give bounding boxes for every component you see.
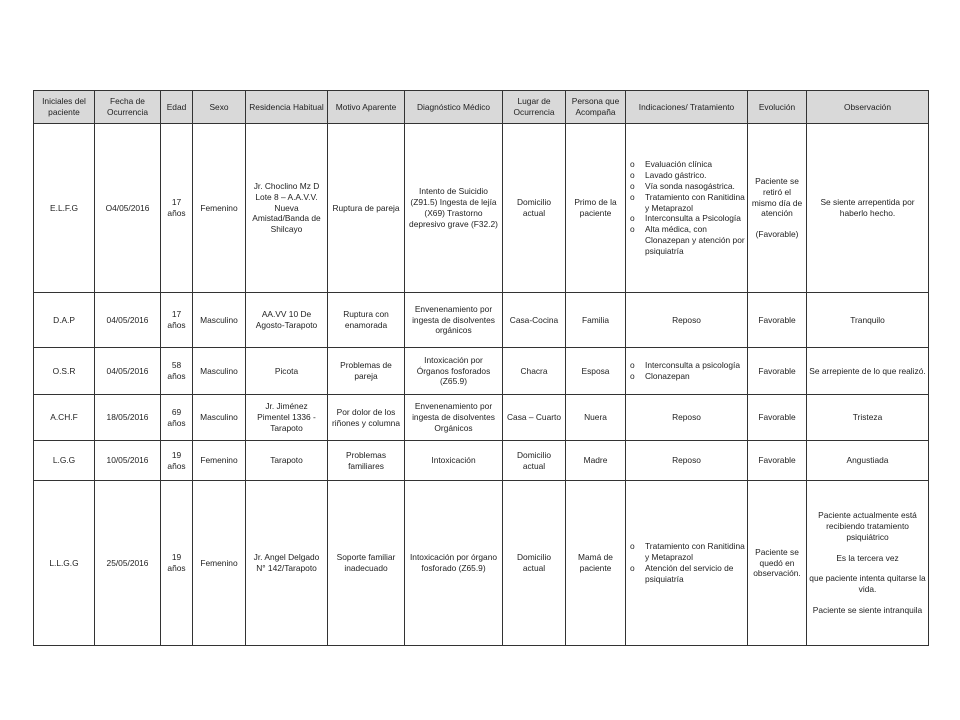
cell-fecha: 10/05/2016: [95, 441, 161, 481]
cell-motivo: Soporte familiar inadecuado: [328, 481, 405, 646]
cell-evolucion: Paciente se quedó en observación.: [748, 481, 807, 646]
header-sexo: Sexo: [193, 91, 246, 124]
cell-lugar: Casa-Cocina: [503, 293, 566, 348]
cell-diagnostico: Intoxicación por órgano fosforado (Z65.9): [405, 481, 503, 646]
cell-lugar: Domicilio actual: [503, 481, 566, 646]
table-row: [34, 348, 929, 395]
header-observacion: Observación: [807, 91, 929, 124]
header-iniciales: Iniciales del paciente: [34, 91, 95, 124]
evolution-status: (Favorable): [755, 229, 799, 240]
cell-lugar: Domicilio actual: [503, 441, 566, 481]
treatment-item: o Evaluación clínica: [628, 159, 745, 170]
header-row: [34, 91, 929, 124]
cell-persona: Nuera: [566, 395, 626, 441]
cell-sexo: Masculino: [193, 395, 246, 441]
cell-residencia: AA.VV 10 De Agosto-Tarapoto: [246, 293, 328, 348]
cell-sexo: Femenino: [193, 481, 246, 646]
observation-line: que paciente intenta quitarse la vida.: [809, 573, 926, 595]
cell-evolucion: Favorable: [748, 395, 807, 441]
cell-tratamiento: Reposo: [626, 441, 748, 481]
header-tratamiento: Indicaciones/ Tratamiento: [626, 91, 748, 124]
table-row: [34, 441, 929, 481]
header-diagnostico: Diagnóstico Médico: [405, 91, 503, 124]
cell-observacion: [807, 481, 929, 646]
patient-records-table: [33, 90, 929, 646]
header-lugar: Lugar de Ocurrencia: [503, 91, 566, 124]
cell-observacion: Tristeza: [807, 395, 929, 441]
cell-iniciales: O.S.R: [34, 348, 95, 395]
table-row: [34, 481, 929, 646]
cell-edad: 69 años: [161, 395, 193, 441]
cell-edad: 17 años: [161, 124, 193, 293]
cell-persona: Esposa: [566, 348, 626, 395]
cell-observacion: Se arrepiente de lo que realizó.: [807, 348, 929, 395]
cell-evolucion: Favorable: [748, 441, 807, 481]
cell-motivo: Ruptura con enamorada: [328, 293, 405, 348]
cell-sexo: Femenino: [193, 441, 246, 481]
cell-residencia: Picota: [246, 348, 328, 395]
cell-sexo: Femenino: [193, 124, 246, 293]
treatment-item: o Interconsulta a Psicología: [628, 213, 745, 224]
observation-line: Es la tercera vez: [836, 552, 899, 563]
cell-diagnostico: Intoxicación por Órganos fosforados (Z65.9): [405, 348, 503, 395]
cell-residencia: Jr. Jiménez Pimentel 1336 - Tarapoto: [246, 395, 328, 441]
header-edad: Edad: [161, 91, 193, 124]
cell-persona: Familia: [566, 293, 626, 348]
table-row: [34, 395, 929, 441]
cell-iniciales: D.A.P: [34, 293, 95, 348]
table-row: [34, 124, 929, 293]
cell-fecha: 25/05/2016: [95, 481, 161, 646]
cell-tratamiento: [626, 124, 748, 293]
cell-fecha: O4/05/2016: [95, 124, 161, 293]
treatment-item: o Alta médica, con Clonazepan y atención por psiquiatría: [628, 224, 745, 257]
cell-edad: 17 años: [161, 293, 193, 348]
cell-edad: 58 años: [161, 348, 193, 395]
cell-motivo: Problemas familiares: [328, 441, 405, 481]
cell-diagnostico: Intento de Suicidio (Z91.5) Ingesta de lejía (X69) Trastorno depresivo grave (F32.2): [405, 124, 503, 293]
treatment-item: o Tratamiento con Ranitidina y Metaprazol: [628, 192, 745, 214]
evolution-text: Paciente se retiró el mismo día de atención: [751, 175, 803, 219]
cell-observacion: Angustiada: [807, 441, 929, 481]
observation-line: Paciente se siente intranquila: [812, 605, 923, 616]
cell-observacion: Se siente arrepentida por haberlo hecho.: [807, 124, 929, 293]
cell-persona: Madre: [566, 441, 626, 481]
header-residencia: Residencia Habitual: [246, 91, 328, 124]
cell-residencia: Jr. Choclino Mz D Lote 8 – A.A.V.V. Nueva Amistad/Banda de Shilcayo: [246, 124, 328, 293]
cell-diagnostico: Intoxicación: [405, 441, 503, 481]
cell-iniciales: E.L.F.G: [34, 124, 95, 293]
cell-tratamiento: Reposo: [626, 293, 748, 348]
cell-residencia: Jr. Angel Delgado N° 142/Tarapoto: [246, 481, 328, 646]
cell-motivo: Por dolor de los riñones y columna: [328, 395, 405, 441]
cell-iniciales: A.CH.F: [34, 395, 95, 441]
cell-motivo: Problemas de pareja: [328, 348, 405, 395]
cell-observacion: Tranquilo: [807, 293, 929, 348]
header-persona: Persona que Acompaña: [566, 91, 626, 124]
cell-tratamiento: [626, 481, 748, 646]
cell-diagnostico: Envenenamiento por ingesta de disolventes orgánicos: [405, 293, 503, 348]
cell-persona: Primo de la paciente: [566, 124, 626, 293]
cell-sexo: Masculino: [193, 348, 246, 395]
cell-edad: 19 años: [161, 481, 193, 646]
treatment-item: o Vía sonda nasogástrica.: [628, 181, 745, 192]
cell-evolucion: Favorable: [748, 348, 807, 395]
treatment-list: [628, 360, 745, 382]
cell-fecha: 18/05/2016: [95, 395, 161, 441]
treatment-item: o Interconsulta a psicología: [628, 360, 745, 371]
treatment-item: o Clonazepan: [628, 371, 745, 382]
table-row: [34, 293, 929, 348]
cell-iniciales: L.G.G: [34, 441, 95, 481]
cell-residencia: Tarapoto: [246, 441, 328, 481]
cell-evolucion: [748, 124, 807, 293]
cell-lugar: Domicilio actual: [503, 124, 566, 293]
header-evolucion: Evolución: [748, 91, 807, 124]
treatment-item: o Atención del servicio de psiquiatría: [628, 563, 745, 585]
cell-fecha: 04/05/2016: [95, 348, 161, 395]
header-motivo: Motivo Aparente: [328, 91, 405, 124]
treatment-list: [628, 159, 745, 257]
cell-tratamiento: [626, 348, 748, 395]
header-fecha: Fecha de Ocurrencia: [95, 91, 161, 124]
cell-tratamiento: Reposo: [626, 395, 748, 441]
cell-lugar: Casa – Cuarto: [503, 395, 566, 441]
cell-iniciales: L.L.G.G: [34, 481, 95, 646]
treatment-item: o Lavado gástrico.: [628, 170, 745, 181]
treatment-item: o Tratamiento con Ranitidina y Metaprazol: [628, 541, 745, 563]
cell-fecha: 04/05/2016: [95, 293, 161, 348]
cell-diagnostico: Envenenamiento por ingesta de disolventes Orgánicos: [405, 395, 503, 441]
cell-edad: 19 años: [161, 441, 193, 481]
cell-motivo: Ruptura de pareja: [328, 124, 405, 293]
cell-persona: Mamá de paciente: [566, 481, 626, 646]
cell-sexo: Masculino: [193, 293, 246, 348]
observation-line: Paciente actualmente está recibiendo tratamiento psiquiátrico: [818, 509, 917, 542]
cell-lugar: Chacra: [503, 348, 566, 395]
cell-evolucion: Favorable: [748, 293, 807, 348]
treatment-list: [628, 541, 745, 585]
